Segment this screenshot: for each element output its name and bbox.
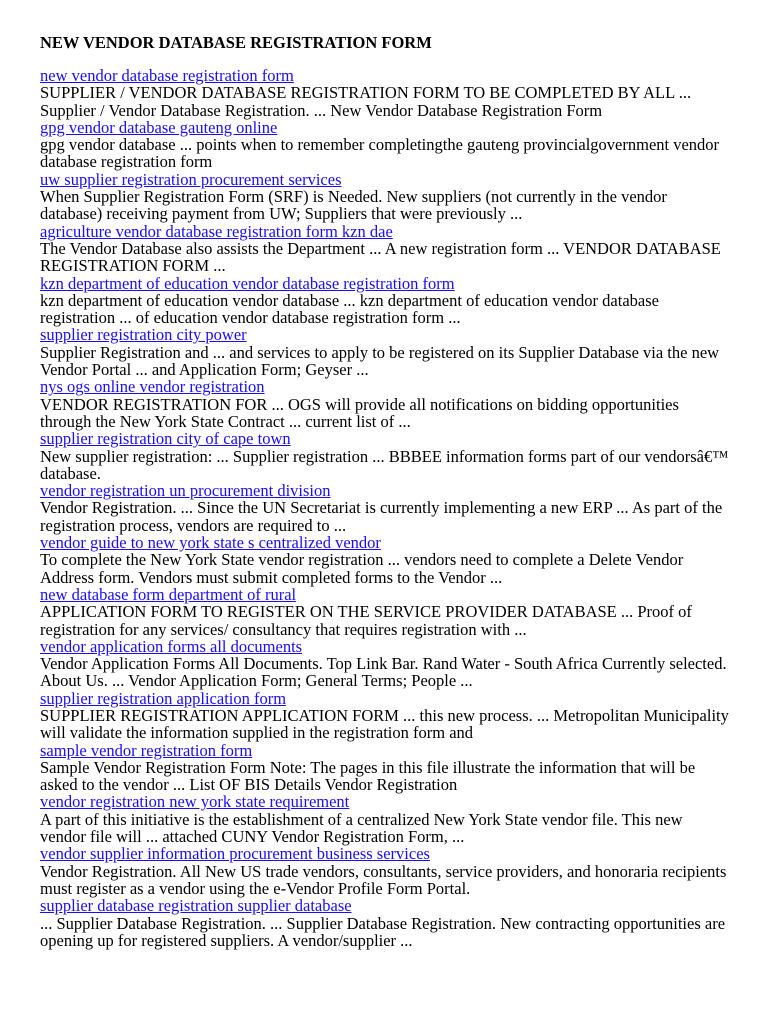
result-item	[40, 845, 730, 897]
result-item	[40, 378, 730, 430]
result-item	[40, 171, 730, 223]
result-link[interactable]: nys ogs online vendor registration	[40, 377, 265, 397]
result-item	[40, 586, 730, 638]
result-link[interactable]: supplier registration city power	[40, 325, 247, 345]
result-item	[40, 897, 730, 949]
result-snippet: When Supplier Registration Form (SRF) is Needed. New suppliers (not currently in the vendor database) receiving payment from UW; Suppliers that were previously ...	[40, 187, 667, 224]
result-snippet: The Vendor Database also assists the Department ... A new registration form ... VENDOR DATABASE REGISTRATION FORM ...	[40, 238, 721, 276]
result-item	[40, 638, 730, 690]
result-snippet: Supplier Registration and ... and services to apply to be registered on its Supplier Database via the new Vendor Portal ... and Application Form; Geyser ...	[40, 342, 720, 380]
result-item	[40, 482, 730, 534]
result-link[interactable]: vendor registration new york state requirement	[40, 792, 350, 812]
result-snippet: ... Supplier Database Registration. ... Supplier Database Registration. New contracting opportunities are opening up for registered suppliers. A vendor/supplier ...	[40, 913, 726, 950]
result-item	[40, 430, 730, 482]
result-item	[40, 223, 730, 275]
result-item	[40, 793, 730, 845]
result-item	[40, 690, 730, 742]
result-link[interactable]: supplier registration city of cape town	[40, 429, 291, 449]
result-snippet: SUPPLIER REGISTRATION APPLICATION FORM ... this new process. ... Metropolitan Municipality will validate the information supplied in the registration form and	[40, 705, 729, 743]
result-item	[40, 67, 730, 119]
result-link[interactable]: sample vendor registration form	[40, 740, 253, 760]
result-link[interactable]: vendor application forms all documents	[40, 636, 303, 656]
result-snippet: Vendor Application Forms All Documents. Top Link Bar. Rand Water - South Africa Currently selected. About Us. ... Vendor Application Form; General Terms; People ...	[40, 654, 727, 691]
result-link[interactable]: vendor registration un procurement division	[40, 481, 331, 501]
results-list	[40, 67, 730, 949]
result-snippet: Vendor Registration. ... Since the UN Secretariat is currently implementing a new ERP ... As part of the registration process, vendors are required to ...	[40, 498, 723, 535]
result-item	[40, 275, 730, 327]
result-item	[40, 119, 730, 171]
result-link[interactable]: uw supplier registration procurement services	[40, 169, 342, 189]
result-snippet: gpg vendor database ... points when to remember completingthe gauteng provincialgovernment vendor database registration form	[40, 135, 720, 172]
result-snippet: kzn department of education vendor database ... kzn department of education vendor database registration ... of education vendor database registration form ...	[40, 290, 659, 328]
result-snippet: New supplier registration: ... Supplier registration ... BBBEE information forms part of our vendorsâ€™ database.	[40, 446, 729, 483]
result-snippet: Vendor Registration. All New US trade vendors, consultants, service providers, and honoraria recipients must register as a vendor using the e-Vendor Profile Form Portal.	[40, 861, 727, 898]
page-title: NEW VENDOR DATABASE REGISTRATION FORM	[40, 33, 432, 52]
result-snippet: VENDOR REGISTRATION FOR ... OGS will provide all notifications on bidding opportunities through the New York State Contract ... current list of ...	[40, 394, 679, 431]
result-link[interactable]: new database form department of rural	[40, 584, 297, 604]
result-link[interactable]: kzn department of education vendor database registration form	[40, 273, 455, 293]
result-link[interactable]: vendor supplier information procurement business services	[40, 844, 430, 864]
result-item	[40, 326, 730, 378]
result-link[interactable]: vendor guide to new york state s centralized vendor	[40, 533, 381, 553]
result-snippet: Sample Vendor Registration Form Note: The pages in this file illustrate the information that will be asked to the vendor ... List OF BIS Details Vendor Registration	[40, 757, 696, 795]
result-item	[40, 534, 730, 586]
result-snippet: To complete the New York State vendor registration ... vendors need to complete a Delete Vendor Address form. Vendors must submit completed forms to the Vendor ...	[40, 550, 684, 587]
result-snippet: A part of this initiative is the establishment of a centralized New York State vendor file. This new vendor file will ... attached CUNY Vendor Registration Form, ...	[40, 809, 683, 847]
result-item	[40, 742, 730, 794]
result-link[interactable]: new vendor database registration form	[40, 66, 294, 85]
result-snippet: APPLICATION FORM TO REGISTER ON THE SERVICE PROVIDER DATABASE ... Proof of registration for any services/ consultancy that requires registration with ...	[40, 602, 692, 639]
result-snippet: SUPPLIER / VENDOR DATABASE REGISTRATION FORM TO BE COMPLETED BY ALL ... Supplier / Vendor Database Registration. ... New Vendor Database Registration Form	[40, 83, 692, 120]
result-link[interactable]: supplier registration application form	[40, 688, 287, 708]
result-link[interactable]: supplier database registration supplier database	[40, 896, 352, 916]
result-link[interactable]: gpg vendor database gauteng online	[40, 117, 278, 137]
result-link[interactable]: agriculture vendor database registration form kzn dae	[40, 221, 393, 241]
